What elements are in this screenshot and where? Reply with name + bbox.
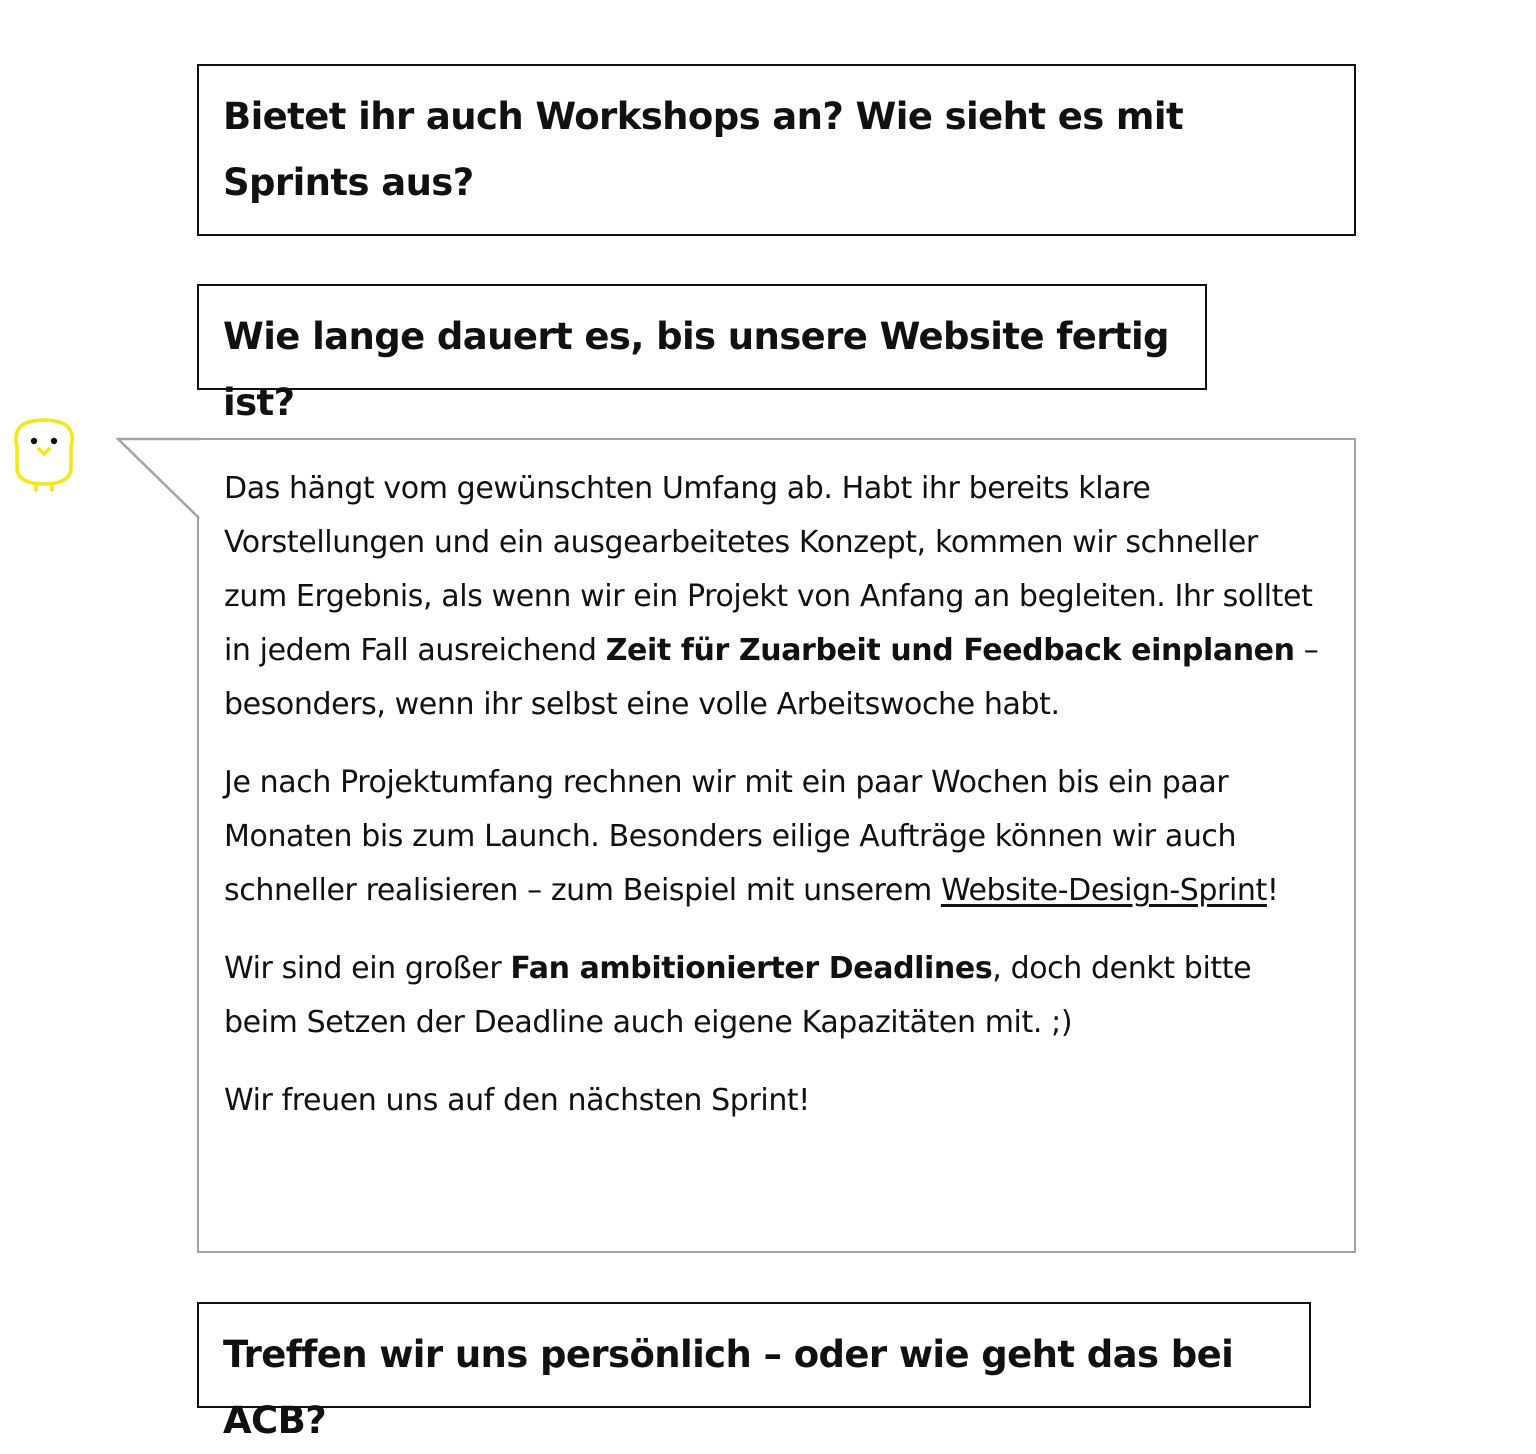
answer-text: Das hängt vom gewünschten Umfang ab. Habt ihr bereits klare Vorstellungen und ein ausgearbeitetes Konzept, kommen wir schneller zum Ergebnis, als wenn wir ein Projekt von Anfang an begleiten. Ihr solltet in jedem Fall ausreichend: [224, 471, 1313, 668]
answer-emphasis: Zeit für Zuarbeit und Feedback einplanen: [605, 633, 1295, 668]
faq-question-duration[interactable]: [197, 284, 1207, 424]
answer-text: Wir sind ein großer: [224, 951, 511, 986]
answer-text: !: [1266, 873, 1279, 908]
faq-question-label: Wie lange dauert es, bis unsere Website fertig ist?: [223, 315, 1169, 424]
faq-question-label: Bietet ihr auch Workshops an? Wie sieht es mit Sprints aus?: [223, 95, 1184, 204]
answer-paragraph: [224, 462, 1328, 732]
answer-text: Je nach Projektumfang rechnen wir mit ein paar Wochen bis ein paar Monaten bis zum Launch. Besonders eilige Aufträge können wir auch schneller realisieren – zum Beispiel mit unserem: [224, 765, 1237, 908]
answer-text: , doch denkt bitte beim Setzen der Deadline auch eigene Kapazitäten mit. ;): [224, 951, 1252, 1040]
faq-question-meeting[interactable]: [197, 1302, 1311, 1442]
answer-paragraph: [224, 756, 1328, 918]
answer-paragraph: Wir freuen uns auf den nächsten Sprint!: [224, 1083, 810, 1118]
faq-question-workshops[interactable]: [197, 64, 1356, 236]
answer-emphasis: Fan ambitionierter Deadlines: [510, 951, 993, 986]
faq-question-label: Treffen wir uns persönlich – oder wie geht das bei ACB?: [223, 1333, 1234, 1442]
owl-icon: [12, 416, 76, 492]
faq-answer-panel: [197, 438, 1356, 1253]
speech-bubble-tail: [116, 437, 200, 521]
website-design-sprint-link[interactable]: Website-Design-Sprint: [940, 873, 1267, 908]
answer-paragraph: [224, 942, 1328, 1050]
answer-text: – besonders, wenn ihr selbst eine volle Arbeitswoche habt.: [224, 633, 1319, 722]
